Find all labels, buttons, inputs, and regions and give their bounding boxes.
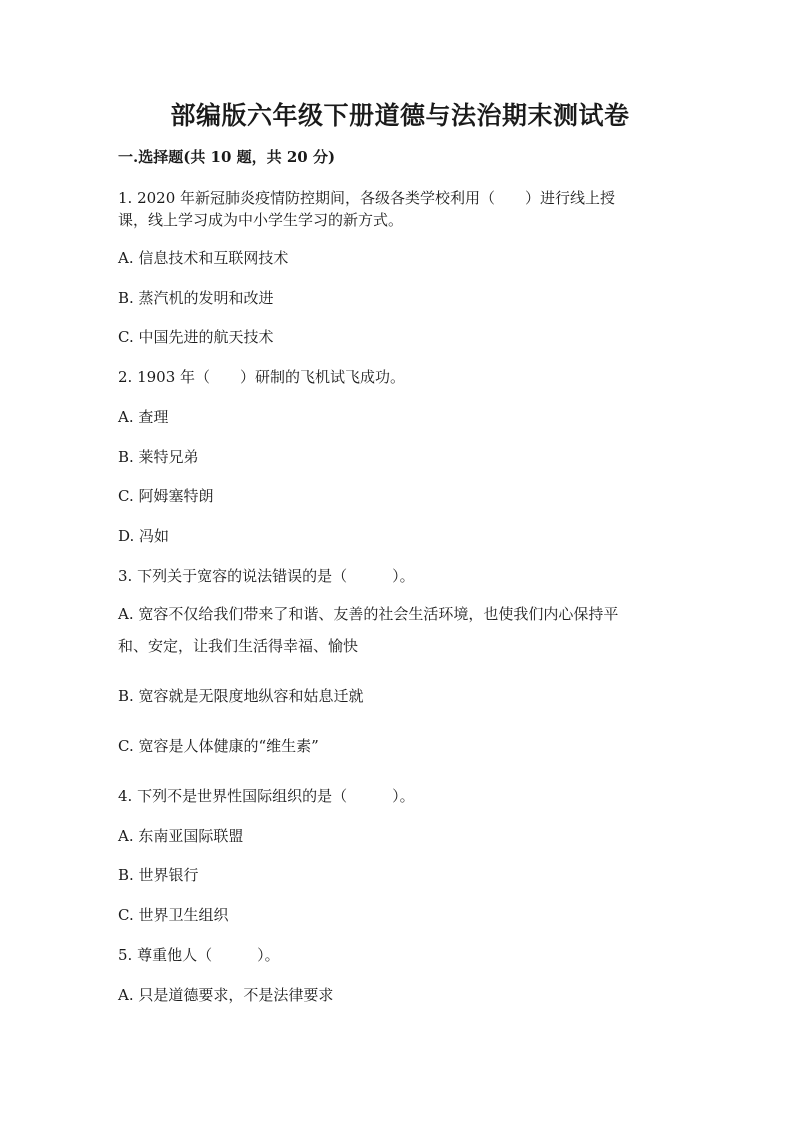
question-5-option-a: A. 只是道德要求，不是法律要求 [118, 986, 334, 1004]
question-2-option-d: D. 冯如 [118, 527, 170, 545]
question-1-stem-line-2: 课，线上学习成为中小学生学习的新方式。 [118, 211, 404, 229]
question-2-stem: 2. 1903 年（ ）研制的飞机试飞成功。 [118, 368, 406, 386]
question-3-option-a-line-1: A. 宽容不仅给我们带来了和谐、友善的社会生活环境，也使我们内心保持平 [118, 605, 619, 623]
question-2-option-b: B. 莱特兄弟 [118, 448, 199, 466]
page-title: 部编版六年级下册道德与法治期末测试卷 [170, 101, 630, 130]
question-3-option-c: C. 宽容是人体健康的“维生素” [118, 737, 319, 755]
question-3-option-a-line-2: 和、安定，让我们生活得幸福、愉快 [118, 637, 359, 655]
question-5-stem: 5. 尊重他人（ ）。 [118, 946, 280, 964]
question-4-option-b: B. 世界银行 [118, 866, 199, 884]
question-1-option-b: B. 蒸汽机的发明和改进 [118, 289, 274, 307]
question-3-stem: 3. 下列关于宽容的说法错误的是（ ）。 [118, 567, 415, 585]
question-4-stem: 4. 下列不是世界性国际组织的是（ ）。 [118, 787, 415, 805]
section-heading: 一.选择题(共 10 题，共 20 分) [118, 148, 336, 166]
question-2-option-a: A. 查理 [118, 408, 169, 426]
question-2-option-c: C. 阿姆塞特朗 [118, 487, 214, 505]
question-1-option-c: C. 中国先进的航天技术 [118, 328, 274, 346]
question-4-option-a: A. 东南亚国际联盟 [118, 827, 244, 845]
question-1-stem-line-1: 1. 2020 年新冠肺炎疫情防控期间，各级各类学校利用（ ）进行线上授 [118, 189, 616, 207]
question-3-option-b: B. 宽容就是无限度地纵容和姑息迁就 [118, 687, 364, 705]
question-4-option-c: C. 世界卫生组织 [118, 906, 229, 924]
question-1-option-a: A. 信息技术和互联网技术 [118, 249, 289, 267]
